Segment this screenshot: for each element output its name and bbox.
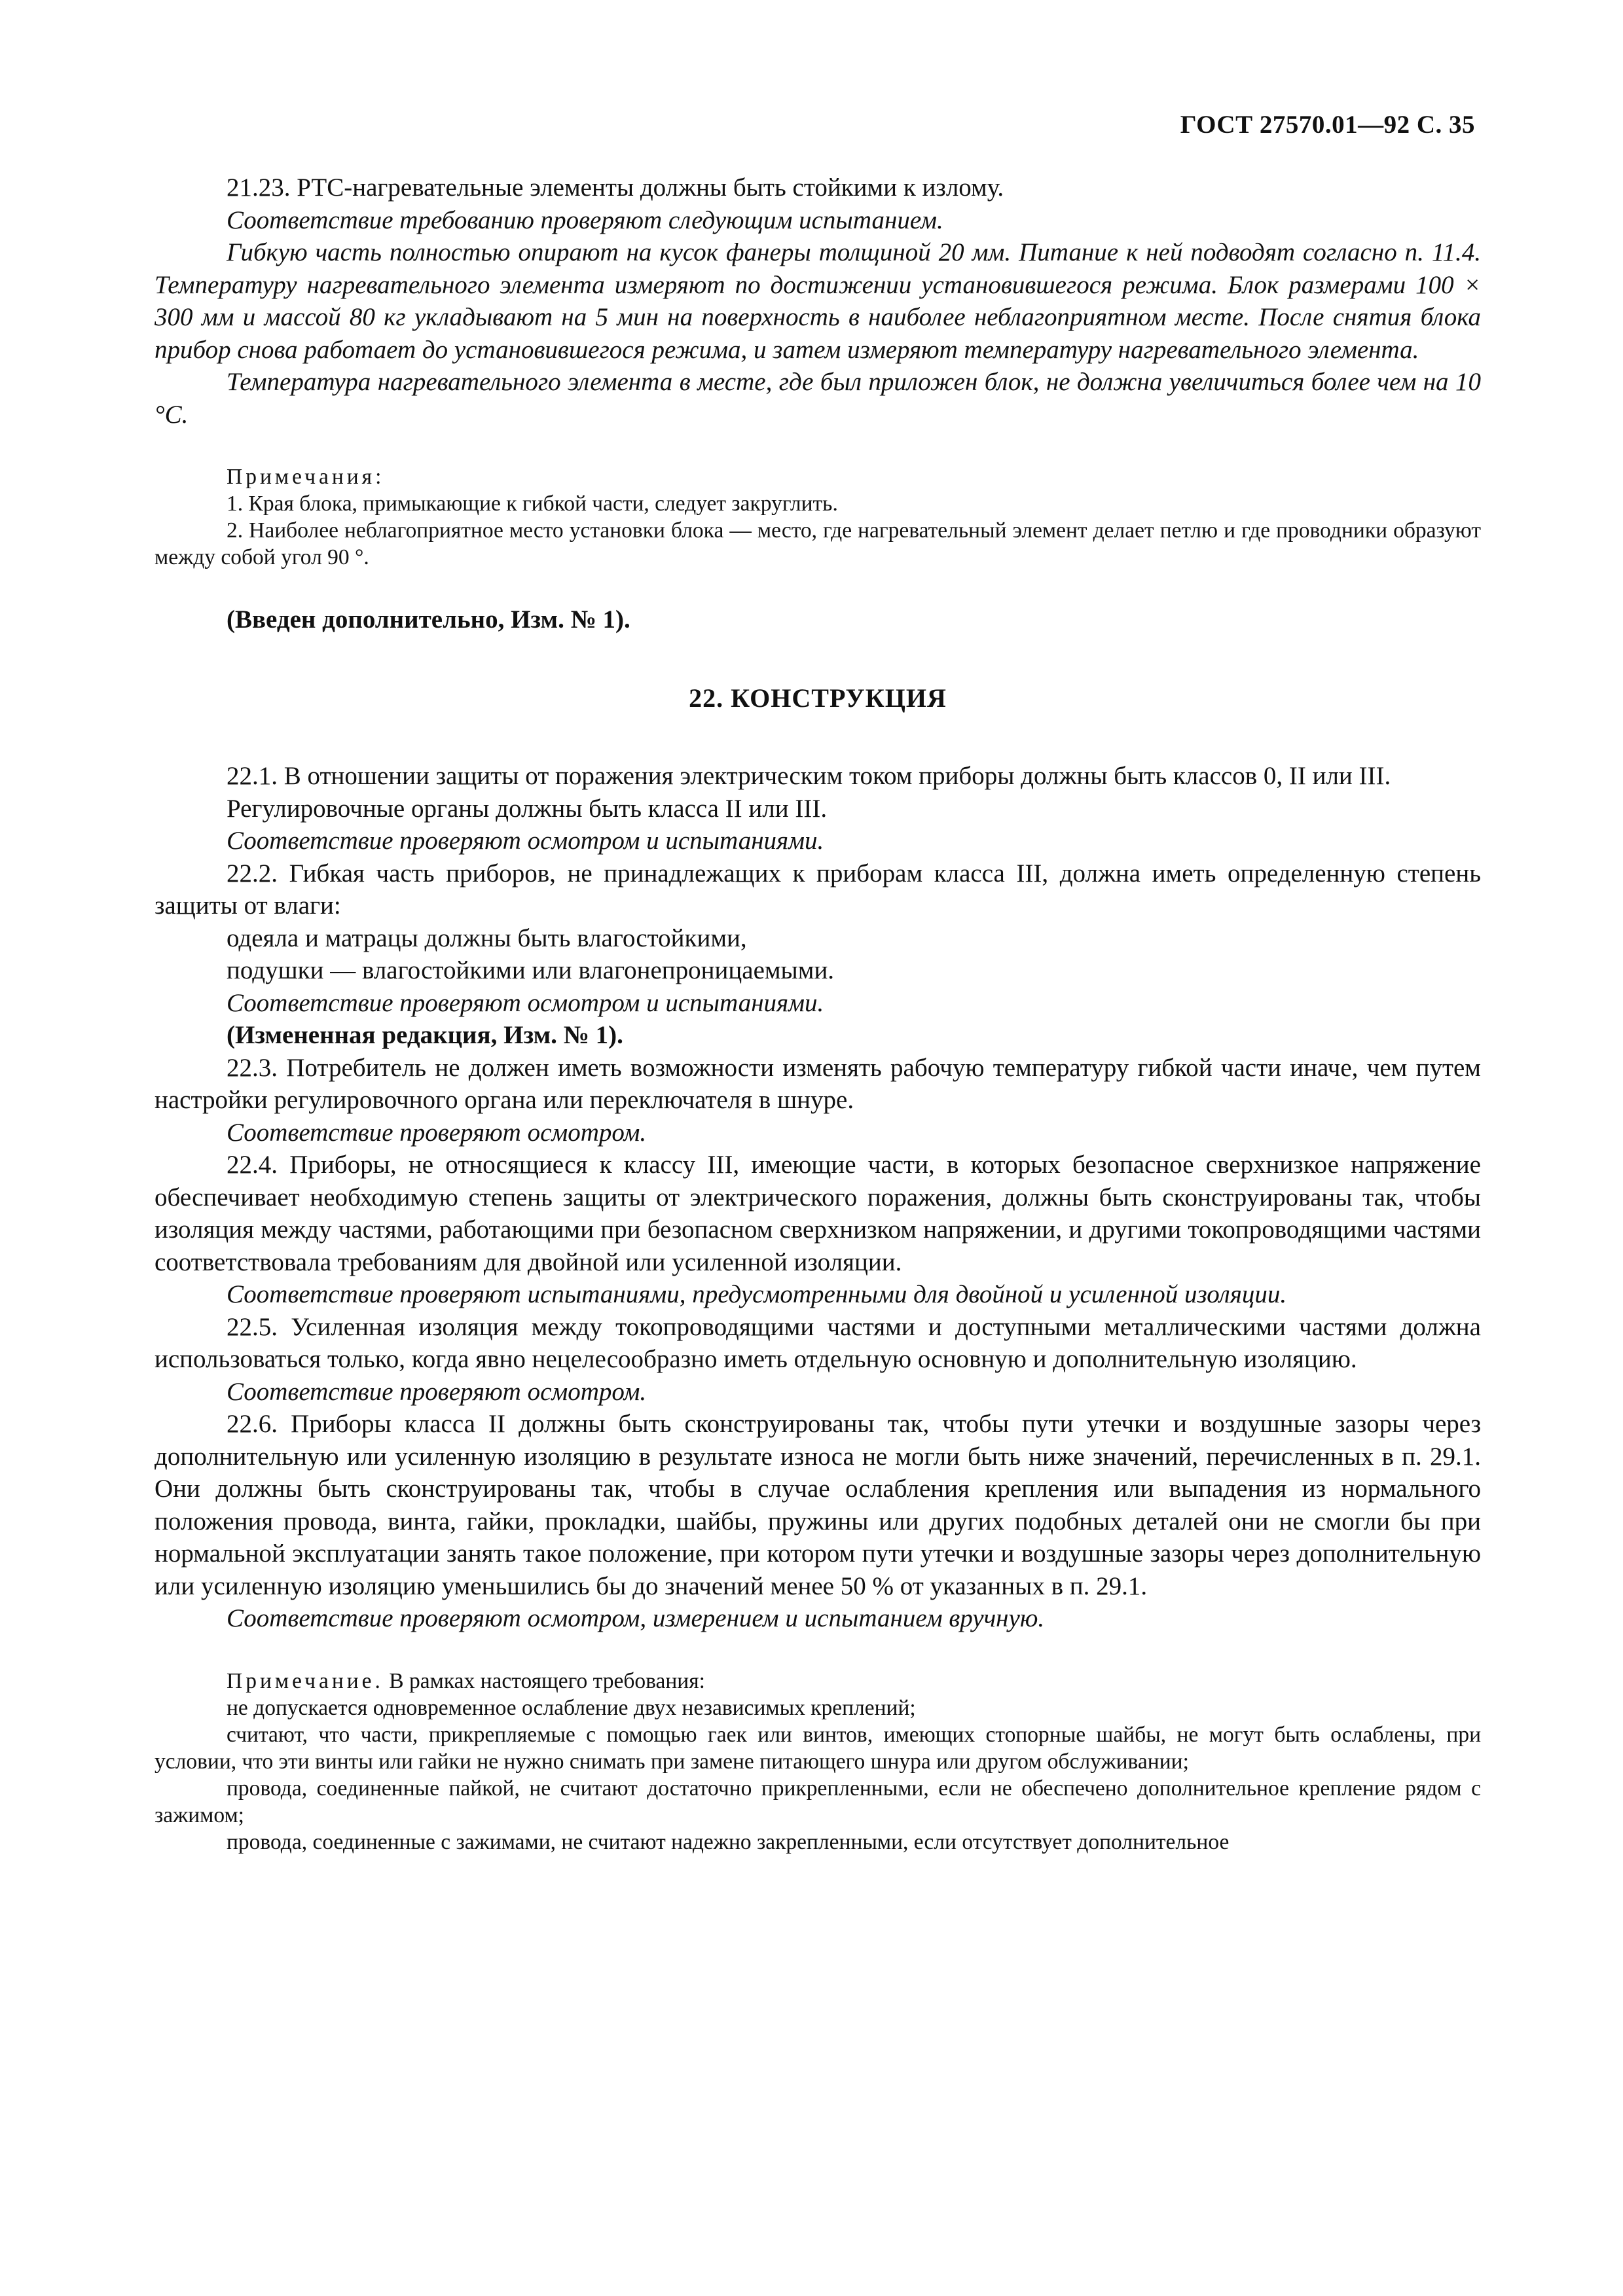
clause-22-5: 22.5. Усиленная изоляция между токопроводящими частями и доступными металлическими частями должна использоваться только, когда явно нецелесообразно иметь отдельную основную и дополнительную изоляцию.	[155, 1312, 1481, 1373]
clause-22-2: 22.2. Гибкая часть приборов, не принадлежащих к приборам класса III, должна иметь определенную степень защиты от влаги:	[155, 859, 1481, 920]
document-body	[155, 171, 1481, 1856]
section-22-title: 22. КОНСТРУКЦИЯ	[689, 683, 947, 713]
clause-22-4: 22.4. Приборы, не относящиеся к классу III, имеющие части, в которых безопасное сверхнизкое напряжение обеспечивает необходимую степень защиты от электрического поражения, должны быть сконструированы так, чтобы изоляция между частями, работающими при безопасном сверхнизком напряжении, и другими токопроводящими частями соответствовала требованиям для двойной или усиленной изоляции.	[155, 1151, 1481, 1276]
running-header: ГОСТ 27570.01—92 С. 35	[1180, 111, 1475, 139]
clause-22-4-check: Соответствие проверяют испытаниями, предусмотренными для двойной и усиленной изоляции.	[227, 1280, 1287, 1308]
clause-21-23-notes-title: Примечания:	[227, 465, 385, 489]
clause-22-6-note	[155, 1668, 1481, 1695]
clause-21-23-criterion: Температура нагревательного элемента в месте, где был приложен блок, не должна увеличиться более чем на 10 °С.	[155, 368, 1481, 429]
clause-22-1: 22.1. В отношении защиты от поражения электрическим током приборы должны быть классов 0, II или III.	[227, 762, 1391, 790]
clause-22-2-amendment: (Измененная редакция, Изм. № 1).	[227, 1021, 623, 1049]
clause-21-23-procedure: Гибкую часть полностью опирают на кусок фанеры толщиной 20 мм. Питание к ней подводят согласно п. 11.4. Температуру нагревательного элемента измеряют по достижении установившегося режима. Блок размерами 100 × 300 мм и массой 80 кг укладывают на 5 мин на поверхность в наиболее неблагоприятном месте. После снятия блока прибор снова работает до установившегося режима, и затем измеряют температуру нагревательного элемента.	[155, 238, 1481, 364]
clause-22-6-note-item-c: провода, соединенные пайкой, не считают достаточно прикрепленными, если не обеспечено дополнительное крепление рядом с зажимом;	[155, 1776, 1481, 1827]
clause-22-2-item-pillows: подушки — влагостойкими или влагонепроницаемыми.	[227, 956, 835, 984]
clause-22-6-note-intro: В рамках настоящего требования:	[389, 1668, 705, 1693]
clause-22-6-note-item-d: провода, соединенные с зажимами, не считают надежно закрепленными, если отсутствует дополнительное	[227, 1829, 1230, 1854]
clause-22-2-check: Соответствие проверяют осмотром и испытаниями.	[227, 988, 824, 1017]
clause-22-3-check: Соответствие проверяют осмотром.	[227, 1118, 647, 1147]
clause-22-1-regulators: Регулировочные органы должны быть класса II или III.	[227, 794, 828, 823]
clause-22-6-note-item-a: не допускается одновременное ослабление двух независимых креплений;	[227, 1695, 916, 1720]
clause-22-6-note-item-b: считают, что части, прикрепляемые с помощью гаек или винтов, имеющих стопорные шайбы, не могут быть ослаблены, при условии, что эти винты или гайки не нужно снимать при замене питающего шнура или другом обслуживании;	[155, 1722, 1481, 1774]
clause-22-2-item-blankets: одеяла и матрацы должны быть влагостойкими,	[227, 924, 747, 952]
clause-21-23: 21.23. РТС-нагревательные элементы должны быть стойкими к излому.	[227, 173, 1004, 202]
clause-21-23-note-2: 2. Наиболее неблагоприятное место установки блока — место, где нагревательный элемент делает петлю и где проводники образуют между собой угол 90 °.	[155, 518, 1481, 569]
clause-22-1-check: Соответствие проверяют осмотром и испытаниями.	[227, 827, 824, 855]
clause-22-3: 22.3. Потребитель не должен иметь возможности изменять рабочую температуру гибкой части иначе, чем путем настройки регулировочного органа или переключателя в шнуре.	[155, 1053, 1481, 1114]
clause-21-23-amendment: (Введен дополнительно, Изм. № 1).	[227, 605, 630, 634]
clause-22-6-note-label: Примечание.	[227, 1668, 384, 1693]
clause-21-23-check: Соответствие требованию проверяют следующим испытанием.	[227, 206, 943, 234]
clause-22-5-check: Соответствие проверяют осмотром.	[227, 1377, 647, 1406]
clause-21-23-note-1: 1. Края блока, примыкающие к гибкой части, следует закруглить.	[227, 492, 838, 516]
clause-22-6: 22.6. Приборы класса II должны быть сконструированы так, чтобы пути утечки и воздушные зазоры через дополнительную или усиленную изоляцию в результате износа не могли быть ниже значений, перечисленных в п. 29.1. Они должны быть сконструированы так, чтобы в случае ослабления крепления или выпадения из нормального положения провода, винта, гайки, прокладки, шайбы, пружины или других подобных деталей они не смогли бы при нормальной эксплуатации занять такое положение, при котором пути утечки и воздушные зазоры через дополнительную или усиленную изоляцию уменьшились бы до значений менее 50 % от указанных в п. 29.1.	[155, 1410, 1481, 1600]
clause-22-6-check: Соответствие проверяют осмотром, измерением и испытанием вручную.	[227, 1604, 1045, 1632]
